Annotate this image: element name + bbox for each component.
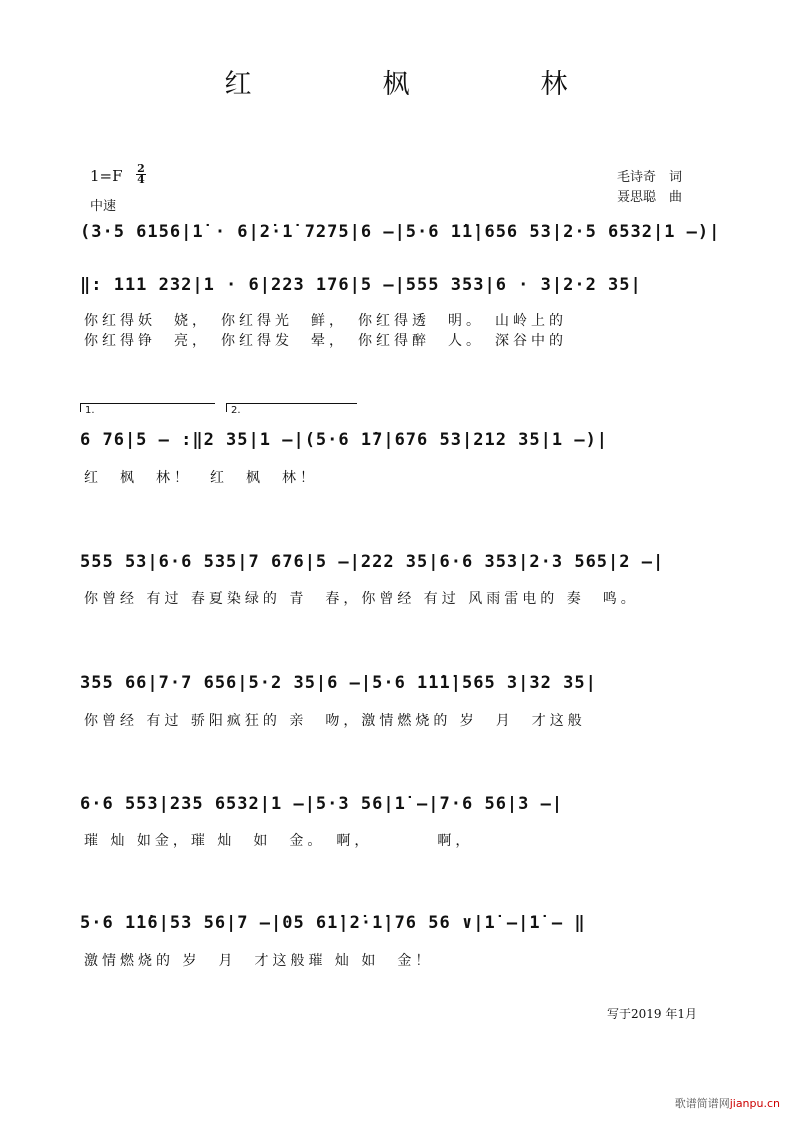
lyric-row-5: 你曾经 有过 骄阳疯狂的 亲 吻，激情燃烧的 岁 月 才这般 [84,713,586,729]
lyric-row-2a: 你红得妖 娆， 你红得光 鲜， 你红得透 明。 山岭上的 [84,313,567,329]
key-signature: 1=F [90,167,123,185]
meter-bottom: 4 [137,173,145,186]
watermark [675,1095,780,1111]
watermark-site: 歌谱简谱网 [674,1097,730,1110]
meter-top: 2 [137,162,145,175]
score-row-7: 5·6 1̇1̇6|53 56|7 –|05 61̇|2̇·1̇|76 56 ∨|1̇ –|1̇ – ‖ [80,913,586,933]
score-row-6: 6·6 553|235 6532|1 –|5·3 56|1̇ –|7·6 56|3 –| [80,794,564,814]
lyric-row-6: 璀 灿 如金，璀 灿 如 金。 啊， 啊， [84,833,474,849]
score-row-3: 6 76|5 – :‖2 35|1 –|(5·6 1̇7|676 53|212 35|1 –)| [80,430,609,450]
lyricist-credit: 毛诗奇 词 [617,170,683,185]
composer-credit: 聂思聪 曲 [617,190,683,205]
lyric-row-7: 激情燃烧的 岁 月 才这般璀 灿 如 金！ [84,953,434,969]
second-ending-label: 2. [231,405,241,416]
second-ending-bracket [226,403,357,416]
lyric-row-3: 红 枫 林！ 红 枫 林！ [84,470,318,486]
lyric-row-4: 你曾经 有过 春夏染绿的 青 春，你曾经 有过 风雨雷电的 奏 鸣。 [84,591,639,607]
lyric-row-2b: 你红得铮 亮， 你红得发 晕， 你红得醉 人。 深谷中的 [84,333,567,349]
score-row-5: 355 66|7·7 656|5·2 35|6 –|5·6 1̇1̇1̇|565 3|32 35| [80,673,597,693]
page-title: 红 枫 林 [224,69,620,100]
composition-date: 写于2019 年1月 [607,1007,697,1021]
tempo-marking: 中速 [90,199,117,214]
score-row-1: (3·5 6156|1̇ · 6|2̇·1̇ 7275|6 –|5·6 1̇1̇|656 53|2·5 6532|1 –)| [80,222,720,242]
first-ending-label: 1. [85,405,95,416]
first-ending-bracket [80,403,215,416]
score-row-4: 555 53|6·6 535|7 676|5 –|222 35|6·6 353|2·3 565|2 –| [80,552,665,572]
watermark-url: jianpu.cn [729,1097,780,1110]
time-signature [136,164,146,185]
score-row-2: ‖: 111 232|1 · 6|223 176|5 –|555 353|6 · 3|2·2 35| [80,275,642,295]
